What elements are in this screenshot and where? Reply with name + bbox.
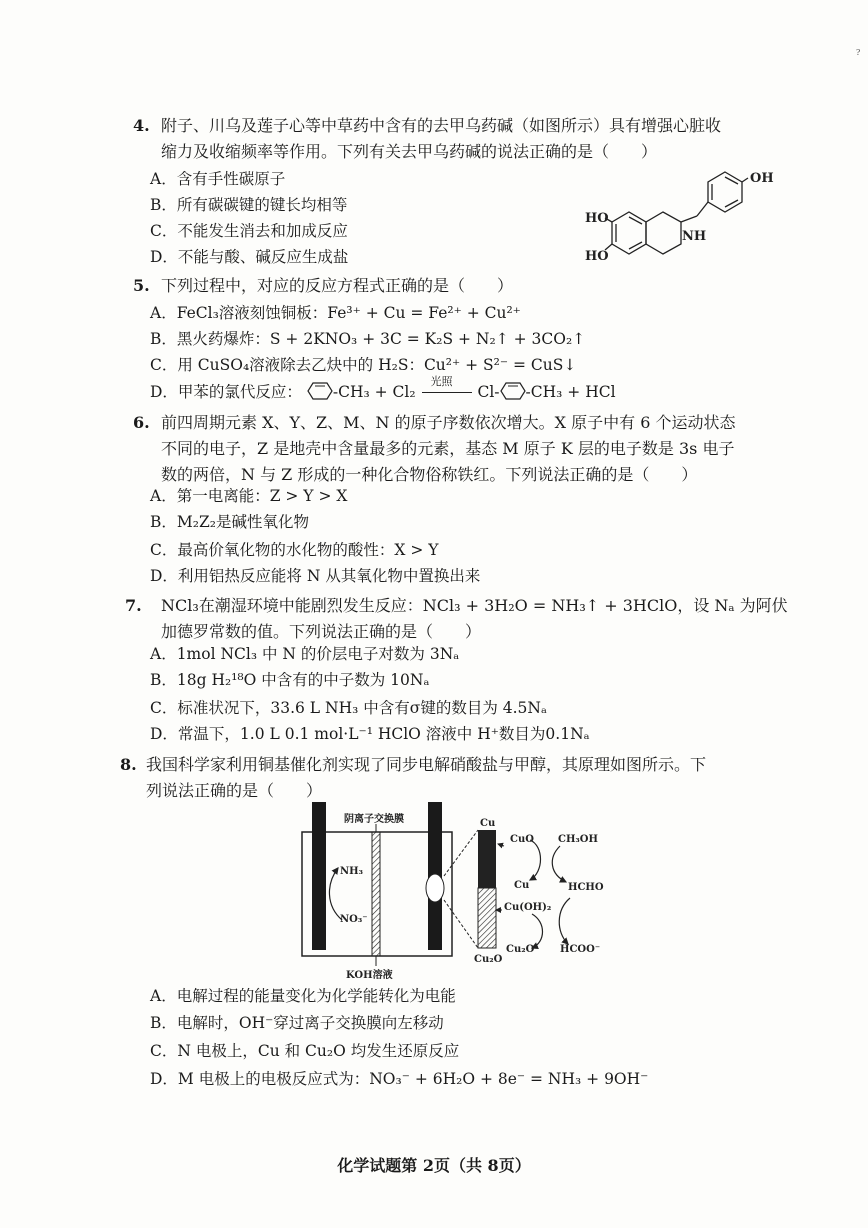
page-footer: 化学试题第 2页（共 8页） — [337, 1156, 531, 1175]
left-electrode — [312, 802, 326, 950]
option-d: D．M 电极上的电极反应式为：NO₃⁻ + 6H₂O + 8e⁻ = NH₃ + 9OH⁻ — [150, 1070, 649, 1088]
question-4 — [133, 113, 783, 173]
higenamine-structure — [585, 170, 775, 290]
structure-label: HO — [585, 249, 609, 264]
benzene-icon — [500, 381, 526, 401]
structure-label: NH — [682, 229, 707, 244]
ch3-group: -CH₃ — [332, 383, 370, 401]
cu-mid-label: Cu — [514, 880, 530, 891]
option-c: C．用 CuSO₄溶液除去乙炔中的 H₂S：Cu²⁺ + S²⁻ = CuS↓ — [150, 356, 577, 374]
electrolysis-diagram — [298, 802, 638, 986]
cuoh2-label: Cu(OH)₂ — [504, 902, 552, 913]
cu2o-layer — [478, 888, 496, 948]
hcoo-label: HCOO⁻ — [560, 944, 601, 955]
question-number: 7. — [125, 596, 142, 615]
option-c: C．N 电极上，Cu 和 Cu₂O 均发生还原反应 — [150, 1042, 460, 1060]
question-number: 8. — [120, 755, 137, 774]
ion-exchange-membrane — [372, 832, 380, 956]
option-d: D．常温下，1.0 L 0.1 mol·L⁻¹ HClO 溶液中 H⁺数目为0.1Nₐ — [150, 725, 590, 743]
option-b: B．所有碳碳键的键长均相等 — [150, 196, 348, 214]
option-a: A．第一电离能：Z > Y > X — [150, 487, 348, 505]
corner-mark: ? — [856, 48, 861, 57]
question-text-line: 列说法正确的是（ ） — [146, 781, 323, 800]
question-text-line: 缩力及收缩频率等作用。下列有关去甲乌药碱的说法正确的是（ ） — [161, 142, 658, 161]
reaction-arrow — [421, 375, 473, 405]
option-b: B．18g H₂¹⁸O 中含有的中子数为 10Nₐ — [150, 671, 430, 689]
option-a: A．含有手性碳原子 — [150, 170, 286, 188]
question-5 — [133, 273, 783, 299]
question-text-line: 不同的电子，Z 是地壳中含量最多的元素，基态 M 原子 K 层的电子数是 3s 电子 — [161, 439, 735, 458]
chloro-group: Cl- — [477, 383, 500, 401]
option-b: B．电解时，OH⁻穿过离子交换膜向左移动 — [150, 1014, 444, 1032]
reaction-condition: 光照 — [430, 375, 453, 388]
question-number: 5. — [133, 276, 150, 295]
cu2o-mid-label: Cu₂O — [506, 944, 535, 955]
product-tail: -CH₃ + HCl — [525, 383, 616, 401]
cu2o-bottom-label: Cu₂O — [474, 954, 503, 965]
structure-label: OH — [750, 171, 774, 186]
option-d — [150, 375, 616, 405]
question-number: 6. — [133, 413, 150, 432]
nh3-label: NH₃ — [340, 866, 363, 877]
ch3oh-label: CH₃OH — [558, 834, 598, 845]
question-number: 4. — [133, 116, 150, 135]
reagent: + Cl₂ — [374, 383, 416, 401]
question-text-line: 附子、川乌及莲子心等中草药中含有的去甲乌药碱（如图所示）具有增强心脏收 — [161, 116, 722, 135]
no3-label: NO₃⁻ — [340, 914, 368, 925]
option-b: B．M₂Z₂是碱性氧化物 — [150, 513, 309, 531]
option-a: A．电解过程的能量变化为化学能转化为电能 — [150, 987, 456, 1005]
option-a: A．FeCl₃溶液刻蚀铜板：Fe³⁺ + Cu = Fe²⁺ + Cu²⁺ — [150, 304, 521, 322]
option-d: D．不能与酸、碱反应生成盐 — [150, 248, 349, 266]
hcho-label: HCHO — [568, 882, 604, 893]
koh-label: KOH溶液 — [346, 970, 393, 981]
benzene-icon — [307, 381, 333, 401]
cu-label: Cu — [480, 818, 496, 829]
option-c: C．最高价氧化物的水化物的酸性：X > Y — [150, 541, 439, 559]
structure-label: HO — [585, 211, 609, 226]
question-6 — [133, 410, 783, 490]
option-c: C．标准状况下，33.6 L NH₃ 中含有σ键的数目为 4.5Nₐ — [150, 699, 547, 717]
question-text-line: 加德罗常数的值。下列说法正确的是（ ） — [161, 622, 482, 641]
membrane-label: 阴离子交换膜 — [344, 814, 404, 825]
option-a: A．1mol NCl₃ 中 N 的价层电子对数为 3Nₐ — [150, 645, 460, 663]
cuo-label: CuO — [510, 834, 534, 845]
option-d: D．利用铝热反应能将 N 从其氧化物中置换出来 — [150, 567, 481, 585]
question-text-line: 前四周期元素 X、Y、Z、M、N 的原子序数依次增大。X 原子中有 6 个运动状态 — [161, 413, 736, 432]
question-8 — [120, 752, 790, 804]
question-text-line: 数的两倍，N 与 Z 形成的一种化合物俗称铁红。下列说法正确的是（ ） — [161, 465, 698, 484]
question-text-line: 我国科学家利用铜基催化剂实现了同步电解硝酸盐与甲醇，其原理如图所示。下 — [146, 755, 707, 774]
question-text-line: NCl₃在潮湿环境中能剧烈发生反应：NCl₃ + 3H₂O = NH₃↑ + 3HClO，设 Nₐ 为阿伏 — [161, 596, 788, 615]
option-c: C．不能发生消去和加成反应 — [150, 222, 348, 240]
question-7 — [125, 593, 788, 645]
question-text-line: 下列过程中，对应的反应方程式正确的是（ ） — [161, 276, 514, 295]
option-d-prefix: D．甲苯的氯代反应： — [150, 383, 302, 401]
cu-layer — [478, 830, 496, 888]
option-b: B．黑火药爆炸：S + 2KNO₃ + 3C = K₂S + N₂↑ + 3CO₂↑ — [150, 330, 586, 348]
